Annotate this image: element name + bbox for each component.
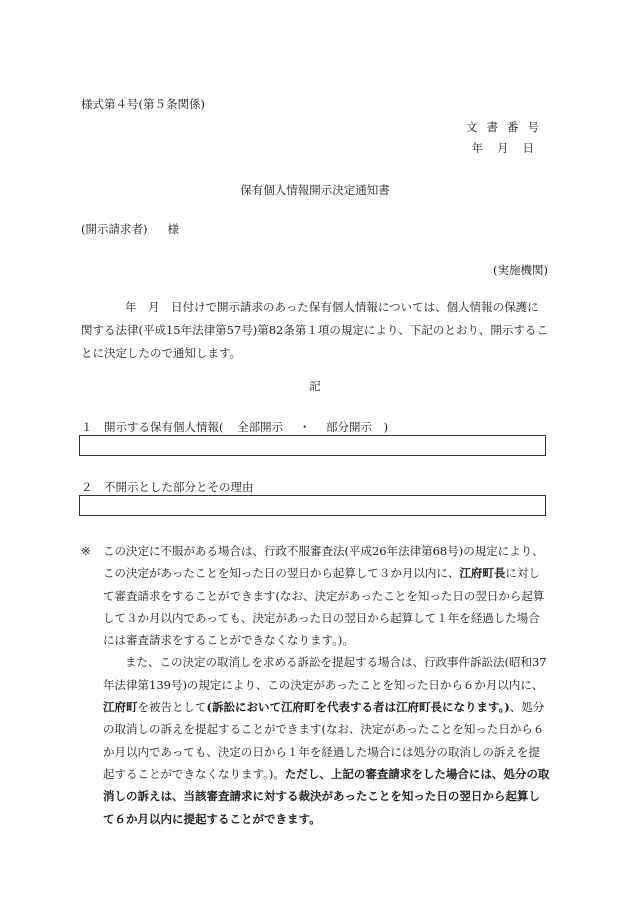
recipient-label: (開示請求者) [81,222,148,236]
ki-heading: 記 [309,379,321,393]
option-separator: ・ [298,420,311,434]
document-title: 保有個人情報開示決定通知書 [240,183,390,197]
notice-paragraph-1 [81,540,551,651]
notice-text: を被告として [137,700,207,715]
date-label: 年月日 [471,141,548,155]
notice-bold-text: (訴訟において江府町を代表する者は江府町長になります。) [206,700,510,715]
recipient-honorific: 様 [167,222,179,236]
notice-text: に対して審査請求をすることができます(なお、決定があったことを知った日の翌日から起算して３か月以内であっても、決定があった日の翌日から起算して１年を経過した場合には審査請求をすることができなくなります。)。 [103,566,545,648]
item2-label: ２ 不開示とした部分とその理由 [81,480,254,494]
notice-section [81,540,551,830]
item1-close-paren: ) [383,420,389,434]
notice-mark: ※ [81,544,91,558]
notice-bold-text: 江府町 [103,700,138,715]
notice-paragraph-2 [103,651,551,829]
recipient-line [81,221,179,237]
notice-text: この決定に不服がある場合は、行政不服審査法(平成26年法律第68号)の規定により、この決定があったことを知った日の翌日から起算して３か月以内に、 [103,544,544,581]
implementing-agency: (実施機関) [493,263,548,277]
notice-bold-text: 江府町長 [459,566,506,581]
option-partial-disclosure[interactable]: 部分開示 [325,420,372,434]
option-full-disclosure[interactable]: 全部開示 [237,420,284,434]
document-number-label: 文書番号 [466,120,548,134]
notice-text: 、処分の取消しの訴えを提起することができます(なお、決定があったことを知った日から６か月以内であっても、決定の日から１年を経過した場合には処分の取消しの訴えを提起することができなくなります。)。 [103,700,545,781]
notice-text: また、この決定の取消しを求める訴訟を提起する場合は、行政事件訴訟法(昭和37年法律第139号)の規定により、この決定があったことを知った日から６か月以内に、 [103,655,547,692]
item1-label: １ 開示する保有個人情報( [81,420,224,434]
item-disclosed-info [81,419,388,435]
non-disclosure-reason-field[interactable] [79,495,546,516]
body-paragraph: 年 月 日付けで開示請求のあった保有個人情報については、個人情報の保護に関する法律(平成15年法律第57号)第82条第１項の規定により、下記のとおり、開示することに決定したので通知します。 [81,300,548,360]
disclosed-info-field[interactable] [79,435,546,456]
notice-bold-text: ただし、上記の審査請求をした場合には、処分の取消しの訴えは、当該審査請求に対する裁決があったことを知った日の翌日から起算して６か月以内に提起することができます。 [103,766,550,826]
form-number: 様式第４号(第５条関係) [81,97,205,111]
